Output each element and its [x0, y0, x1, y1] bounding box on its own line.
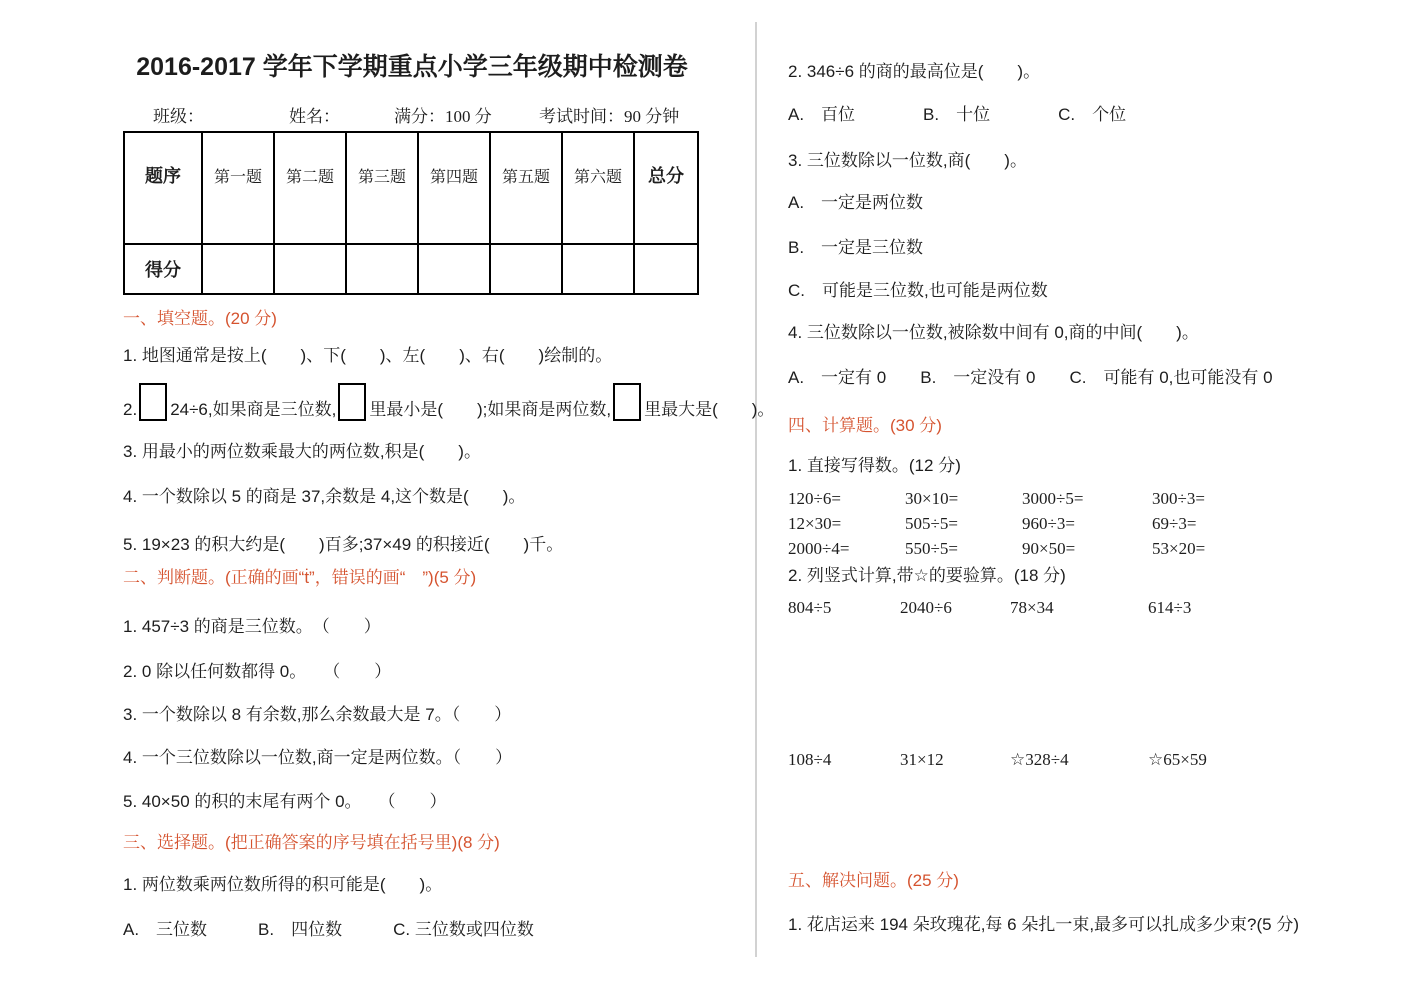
fill-item-5: 5. 19×23 的积大约是( )百多;37×49 的积接近( )千。 — [123, 535, 564, 554]
oral-problem: 69÷3= — [1152, 514, 1197, 533]
choice-q3-option-c: C. 可能是三位数,也可能是两位数 — [788, 281, 1048, 300]
vertical-problem: ☆65×59 — [1148, 750, 1207, 769]
oral-problem: 90×50= — [1022, 539, 1076, 558]
choice-q4: 4. 三位数除以一位数,被除数中间有 0,商的中间( )。 — [788, 323, 1199, 342]
vertical-problem: 614÷3 — [1148, 598, 1192, 617]
name-label: 姓名： — [289, 107, 340, 126]
judge-item-4: 4. 一个三位数除以一位数,商一定是两位数。（ ） — [123, 748, 513, 767]
section-3-title: 三、选择题。(把正确答案的序号填在括号里)(8 分) — [123, 833, 500, 852]
score-table-score-row — [124, 244, 698, 294]
score-row-label: 得分 — [124, 244, 202, 294]
score-table-header-cell: 第三题 — [346, 132, 418, 244]
score-cell — [202, 244, 274, 294]
oral-problem: 30×10= — [905, 489, 959, 508]
oral-problem: 505÷5= — [905, 514, 958, 533]
oral-problem: 2000÷4= — [788, 539, 850, 558]
score-cell — [418, 244, 490, 294]
judge-item-1: 1. 457÷3 的商是三位数。 （ ） — [123, 617, 381, 636]
score-table — [123, 131, 699, 295]
fill-item-2 — [123, 383, 775, 421]
right-column — [788, 0, 1406, 935]
score-table-header-cell: 第四题 — [418, 132, 490, 244]
fill-item-2-text-b: 里最小是( );如果商是两位数, — [369, 400, 612, 419]
class-label: 班级： — [153, 107, 204, 126]
score-cell — [346, 244, 418, 294]
score-cell — [634, 244, 698, 294]
fill-item-4: 4. 一个数除以 5 的商是 37,余数是 4,这个数是( )。 — [123, 487, 526, 506]
score-cell — [490, 244, 562, 294]
exam-info-row — [123, 102, 701, 126]
section-1-title: 一、填空题。(20 分) — [123, 309, 277, 328]
oral-problem: 960÷3= — [1022, 514, 1075, 533]
left-column — [123, 0, 775, 940]
choice-q2: 2. 346÷6 的商的最高位是( )。 — [788, 62, 1041, 81]
score-table-header-cell: 总分 — [634, 132, 698, 244]
page-title: 2016-2017 学年下学期重点小学三年级期中检测卷 — [136, 53, 688, 81]
fill-item-3: 3. 用最小的两位数乘最大的两位数,积是( )。 — [123, 442, 481, 461]
section-4-title: 四、计算题。(30 分) — [788, 416, 942, 435]
exam-time-label: 考试时间：90 分钟 — [539, 107, 680, 126]
oral-calc-grid — [788, 486, 1406, 561]
judge-item-5: 5. 40×50 的积的末尾有两个 0。 （ ） — [123, 792, 447, 811]
vertical-problem: 78×34 — [1010, 598, 1054, 617]
oral-problem: 300÷3= — [1152, 489, 1205, 508]
judge-item-2: 2. 0 除以任何数都得 0。 （ ） — [123, 662, 392, 681]
score-table-header-cell: 第六题 — [562, 132, 634, 244]
choice-q4-options: A. 一定有 0 B. 一定没有 0 C. 可能有 0,也可能没有 0 — [788, 368, 1273, 387]
vertical-calc-title: 2. 列竖式计算,带☆的要验算。(18 分) — [788, 566, 1066, 585]
section-2-title: 二、判断题。(正确的画“ṫ”，错误的画“ ”)(5 分) — [123, 568, 477, 587]
oral-problem: 12×30= — [788, 514, 842, 533]
fill-item-2-prefix: 2. — [123, 400, 138, 419]
score-table-header-cell: 第一题 — [202, 132, 274, 244]
vertical-calc-row-1 — [788, 598, 1406, 618]
choice-q3-option-b: B. 一定是三位数 — [788, 238, 924, 257]
choice-q3: 3. 三位数除以一位数,商( )。 — [788, 151, 1027, 170]
vertical-problem: ☆328÷4 — [1010, 750, 1069, 769]
fill-item-1: 1. 地图通常是按上( )、下( )、左( )、右( )绘制的。 — [123, 346, 613, 365]
choice-q2-options: A. 百位 B. 十位 C. 个位 — [788, 105, 1127, 124]
oral-problem: 120÷6= — [788, 489, 841, 508]
score-cell — [274, 244, 346, 294]
vertical-calc-row-2 — [788, 750, 1406, 770]
score-cell — [562, 244, 634, 294]
score-table-header-row — [124, 132, 698, 244]
fill-item-2-text-c: 里最大是( )。 — [644, 400, 775, 419]
vertical-problem: 31×12 — [900, 750, 944, 769]
solve-item-1: 1. 花店运来 194 朵玫瑰花,每 6 朵扎一束,最多可以扎成多少束?(5 分) — [788, 915, 1300, 934]
choice-q1-options: A. 三位数 B. 四位数 C. 三位数或四位数 — [123, 920, 534, 939]
judge-item-3: 3. 一个数除以 8 有余数,那么余数最大是 7。（ ） — [123, 705, 512, 724]
oral-calc-title: 1. 直接写得数。(12 分) — [788, 456, 961, 475]
choice-q1: 1. 两位数乘两位数所得的积可能是( )。 — [123, 875, 443, 894]
oral-problem: 3000÷5= — [1022, 489, 1084, 508]
column-divider — [755, 22, 757, 957]
oral-problem: 550÷5= — [905, 539, 958, 558]
choice-q3-option-a: A. 一定是两位数 — [788, 193, 924, 212]
blank-box — [613, 383, 641, 421]
oral-problem: 53×20= — [1152, 539, 1206, 558]
vertical-problem: 108÷4 — [788, 750, 832, 769]
blank-box — [139, 383, 167, 421]
fill-item-2-text-a: 24÷6,如果商是三位数, — [170, 400, 337, 419]
score-table-header-cell: 第二题 — [274, 132, 346, 244]
score-table-header-cell: 题序 — [124, 132, 202, 244]
vertical-problem: 804÷5 — [788, 598, 832, 617]
full-score-label: 满分：100 分 — [394, 107, 492, 126]
score-table-header-cell: 第五题 — [490, 132, 562, 244]
section-5-title: 五、解决问题。(25 分) — [788, 871, 959, 890]
blank-box — [338, 383, 366, 421]
vertical-problem: 2040÷6 — [900, 598, 952, 617]
